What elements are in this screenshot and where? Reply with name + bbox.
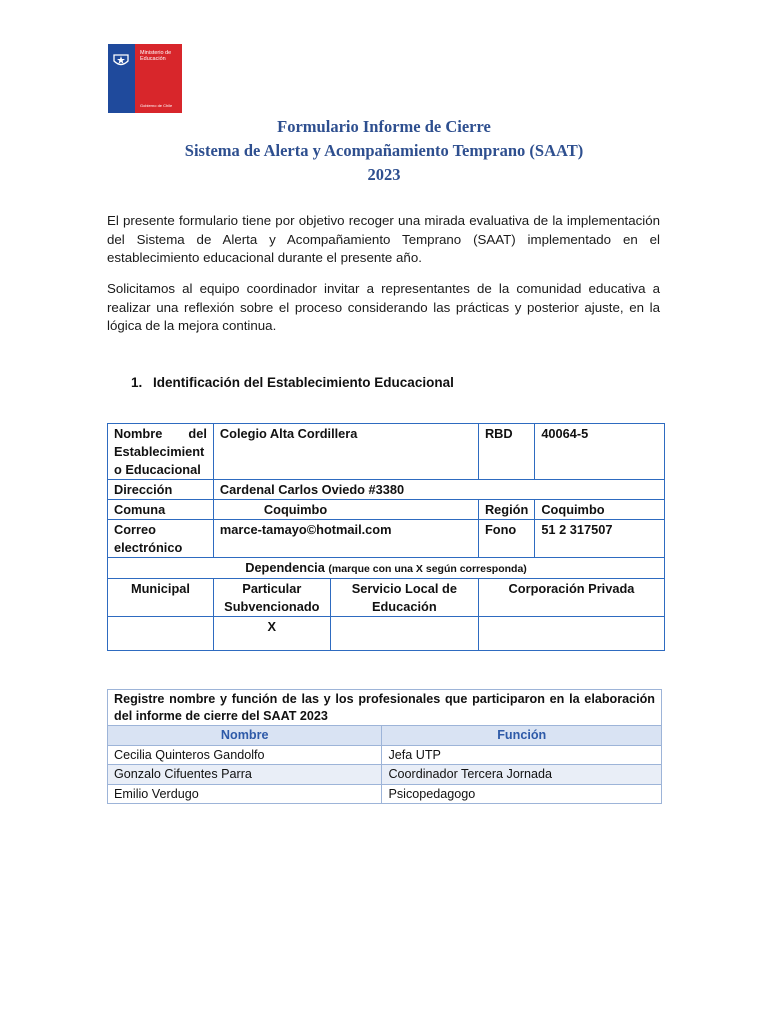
name-label-part: Establecimient xyxy=(114,444,205,459)
professional-name: Emilio Verdugo xyxy=(108,784,382,804)
chile-shield-icon xyxy=(111,51,131,69)
professional-function: Jefa UTP xyxy=(382,745,662,765)
name-label-part: o Educacional xyxy=(114,462,201,477)
dep-servicio-line: Educación xyxy=(371,599,437,614)
logo-blue-band xyxy=(108,44,135,113)
section-1-heading xyxy=(131,375,454,390)
table-row xyxy=(108,424,665,480)
logo-ministry-line2: Educación xyxy=(140,56,166,62)
table-row xyxy=(108,745,662,765)
logo-ministry-line1: Ministerio de xyxy=(140,50,172,56)
rbd-label: RBD xyxy=(478,424,534,480)
mark-municipal[interactable] xyxy=(108,617,214,651)
column-header-function: Función xyxy=(382,726,662,746)
professional-function: Coordinador Tercera Jornada xyxy=(382,765,662,785)
section-number: 1. xyxy=(131,375,143,390)
commune-label: Comuna xyxy=(108,500,214,520)
address-value: Cardenal Carlos Oviedo #3380 xyxy=(213,480,664,500)
email-label-part: Correo xyxy=(114,522,156,537)
ministry-logo xyxy=(108,44,182,113)
logo-government-text: Gobierno de Chile xyxy=(140,103,173,108)
professional-function: Psicopedagogo xyxy=(382,784,662,804)
email-value: marce-tamayo©hotmail.com xyxy=(213,520,478,558)
dependency-header xyxy=(108,558,665,579)
table-row xyxy=(108,784,662,804)
mark-particular[interactable]: X xyxy=(213,617,330,651)
professionals-table xyxy=(107,689,662,804)
email-label-part: electrónico xyxy=(114,540,183,555)
email-label xyxy=(108,520,214,558)
form-year: 2023 xyxy=(367,165,401,184)
column-header-name: Nombre xyxy=(108,726,382,746)
dep-particular-line: Subvencionado xyxy=(224,599,320,614)
professional-name: Gonzalo Cifuentes Parra xyxy=(108,765,382,785)
form-subtitle: Sistema de Alerta y Acompañamiento Temprano (SAAT) xyxy=(184,141,584,160)
dependency-note: (marque con una X según corresponda) xyxy=(328,563,527,575)
table-row xyxy=(108,520,665,558)
name-label-part: Nombre xyxy=(114,426,163,441)
logo-red-band xyxy=(135,44,182,113)
name-label-cell xyxy=(108,424,214,480)
phone-value: 51 2 317507 xyxy=(535,520,665,558)
dep-particular-line: Particular xyxy=(242,581,302,596)
dep-municipal: Municipal xyxy=(108,579,214,617)
table-row xyxy=(108,617,665,651)
mark-servicio[interactable] xyxy=(330,617,478,651)
name-label-part: del xyxy=(188,426,207,441)
dep-servicio-line: Servicio Local de xyxy=(351,581,457,596)
table-row xyxy=(108,500,665,520)
table-row xyxy=(108,579,665,617)
region-value: Coquimbo xyxy=(535,500,665,520)
region-label: Región xyxy=(478,500,534,520)
dep-particular xyxy=(213,579,330,617)
section-title: Identificación del Establecimiento Educacional xyxy=(153,375,454,390)
logo-ministry-text xyxy=(140,50,171,62)
table-row xyxy=(108,558,665,579)
mark-corporacion[interactable] xyxy=(478,617,664,651)
dep-servicio xyxy=(330,579,478,617)
address-label: Dirección xyxy=(108,480,214,500)
table-row xyxy=(108,726,662,746)
professional-name: Cecilia Quinteros Gandolfo xyxy=(108,745,382,765)
intro-paragraph-1: El presente formulario tiene por objetivo recoger una mirada evaluativa de la implementación del Sistema de Alerta y Acompañamiento Temprano (SAAT) implementado en el establecimiento educacional durante el presente año. xyxy=(107,213,660,266)
rbd-value: 40064-5 xyxy=(535,424,665,480)
intro-paragraph-2: Solicitamos al equipo coordinador invitar a representantes de la comunidad educativa a realizar una reflexión sobre el proceso considerando las prácticas y posterior ajuste, en la lógica de la mejora continua. xyxy=(107,281,660,334)
establishment-table xyxy=(107,423,665,651)
phone-label: Fono xyxy=(478,520,534,558)
form-title: Formulario Informe de Cierre xyxy=(277,117,491,136)
name-value: Colegio Alta Cordillera xyxy=(213,424,478,480)
dependency-label: Dependencia xyxy=(245,560,325,575)
table-row xyxy=(108,690,662,726)
dep-corporacion: Corporación Privada xyxy=(478,579,664,617)
professionals-header: Registre nombre y función de las y los profesionales que participaron en la elaboración del informe de cierre del SAAT 2023 xyxy=(108,690,662,726)
table-row xyxy=(108,480,665,500)
table-row xyxy=(108,765,662,785)
commune-value: Coquimbo xyxy=(213,500,478,520)
